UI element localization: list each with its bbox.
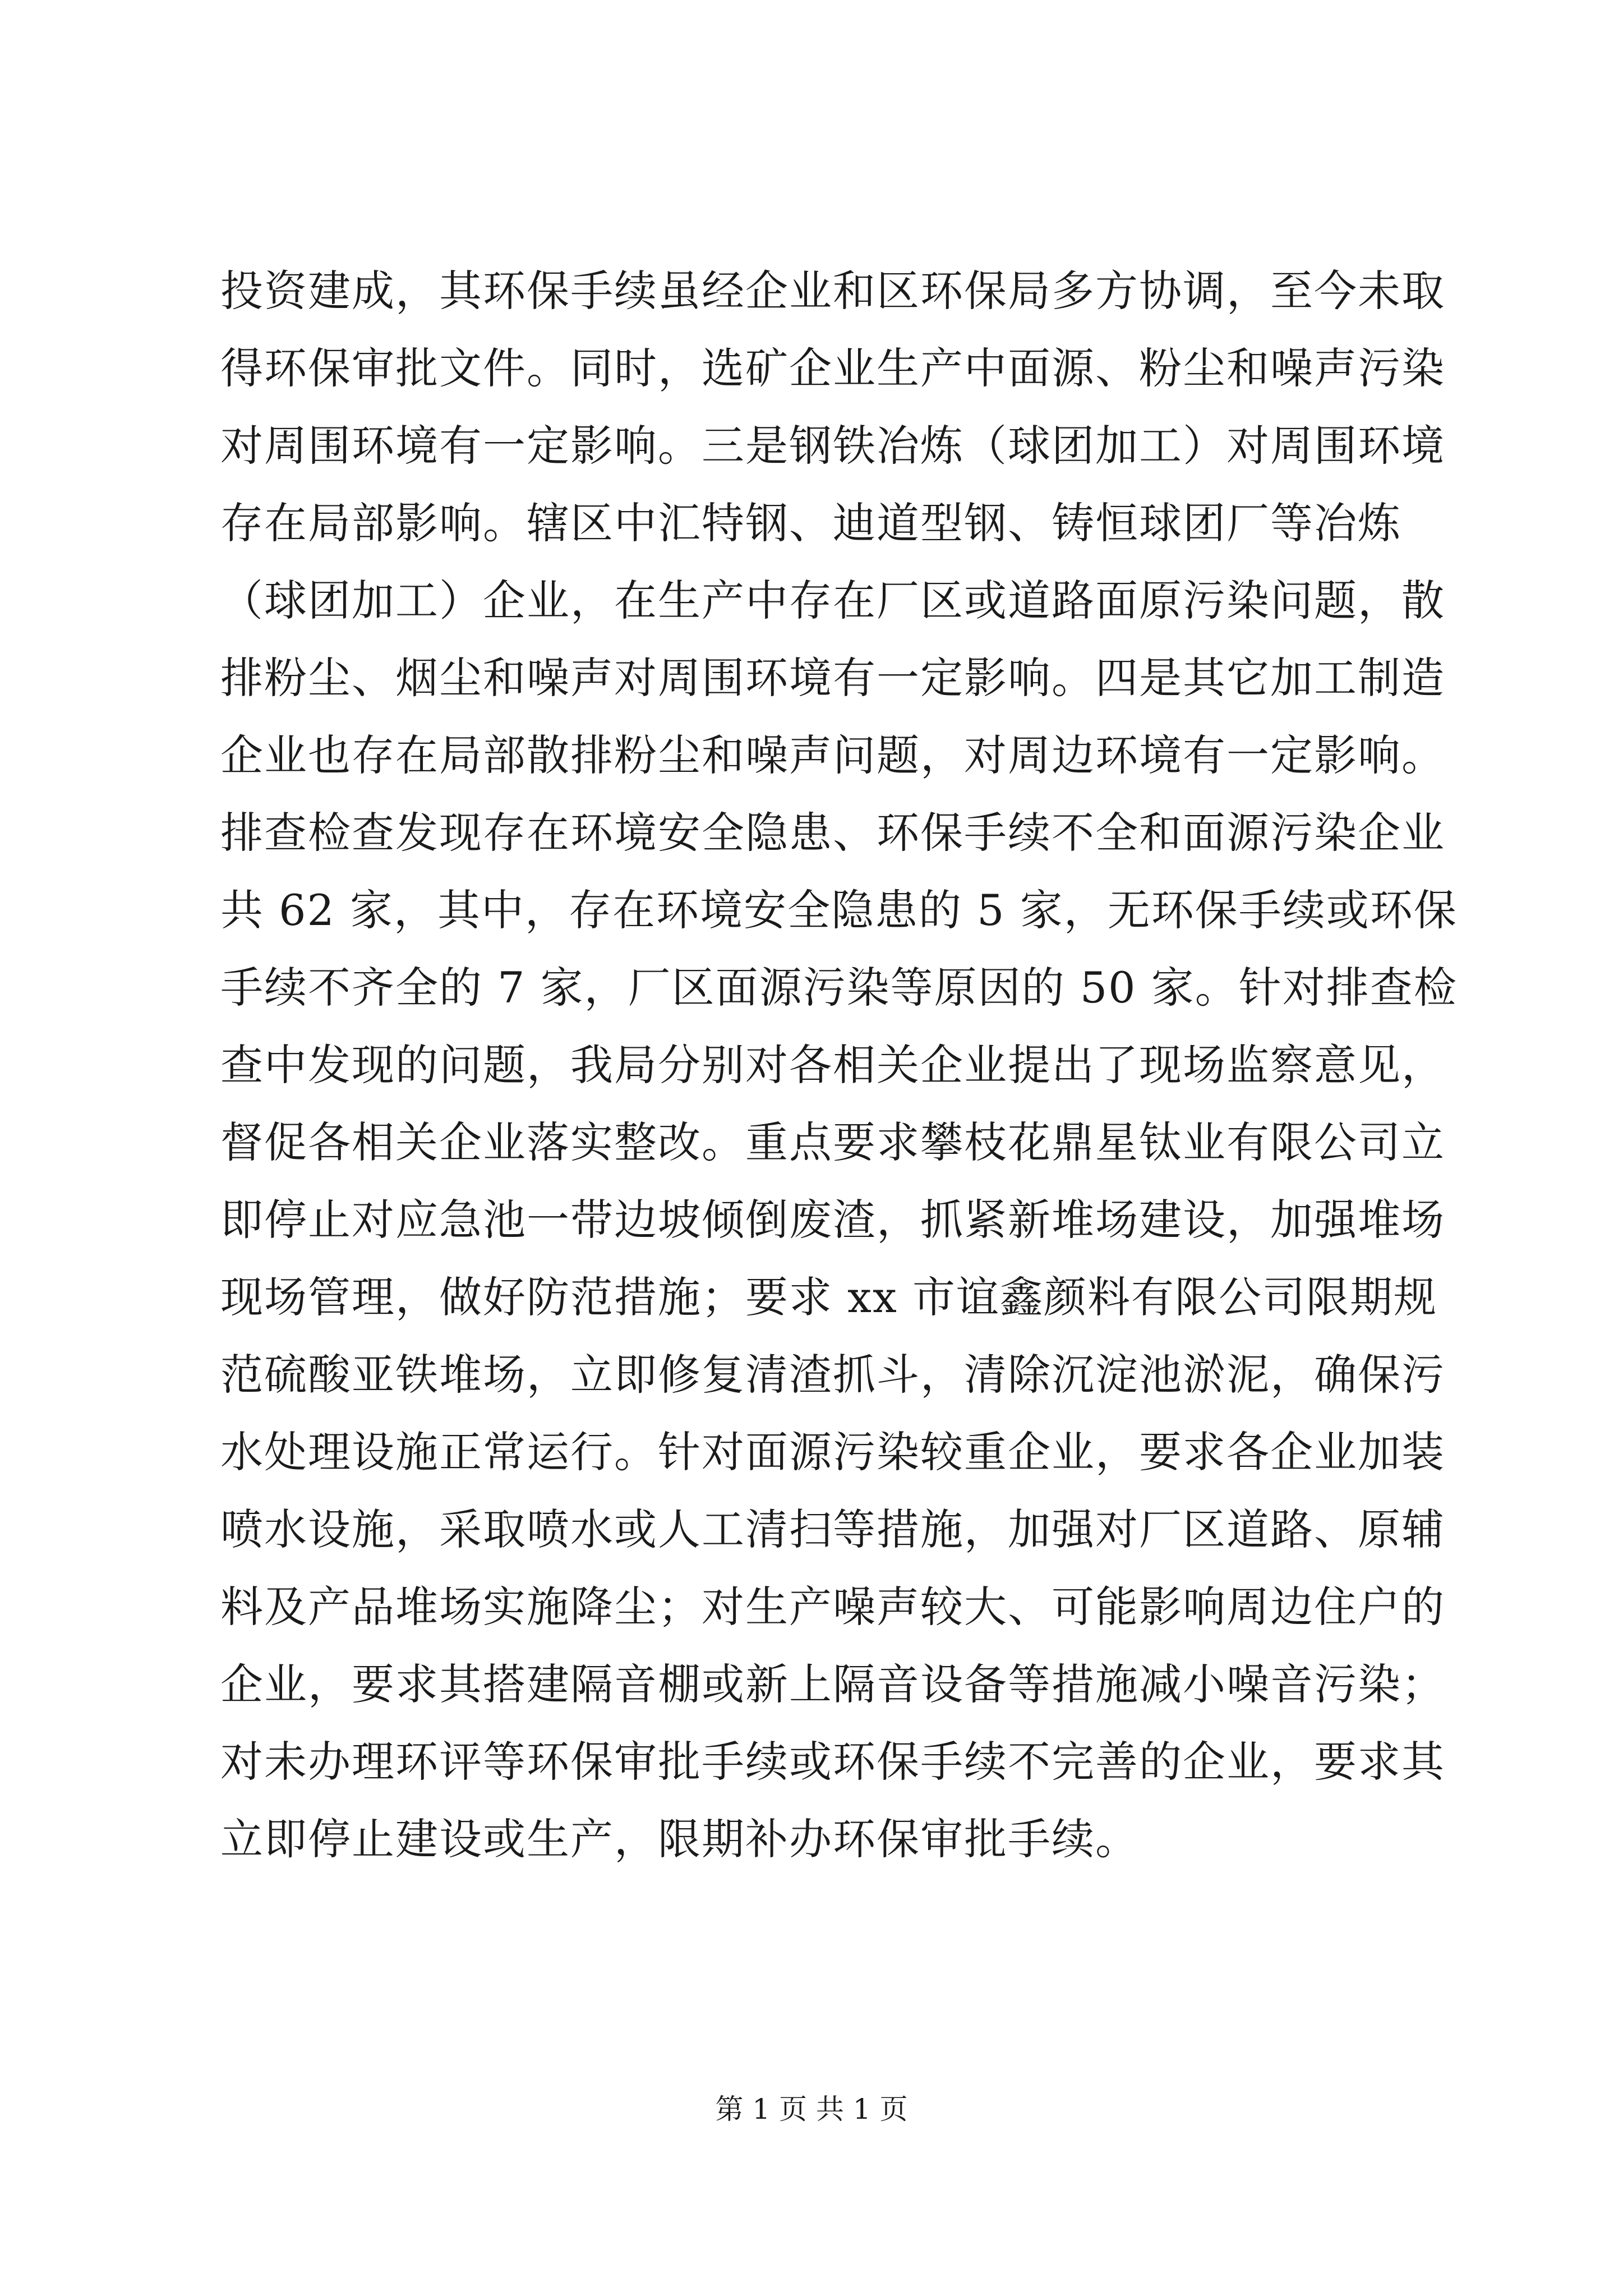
text-line: 投资建成，其环保手续虽经企业和区环保局多方协调，至今未取 <box>220 266 1445 316</box>
text-line: 现场管理，做好防范措施；要求 xx 市谊鑫颜料有限公司限期规 <box>220 1272 1438 1322</box>
text-line: 立即停止建设或生产，限期补办环保审批手续。 <box>220 1814 1139 1864</box>
text-line: 企业，要求其搭建隔音棚或新上隔音设备等措施减小噪音污染； <box>220 1659 1445 1709</box>
text-line: 水处理设施正常运行。针对面源污染较重企业，要求各企业加装 <box>220 1427 1445 1477</box>
text-line: 督促各相关企业落实整改。重点要求攀枝花鼎星钛业有限公司立 <box>220 1117 1445 1167</box>
body-paragraph <box>220 252 1458 1878</box>
text-line: 共 62 家，其中，存在环境安全隐患的 5 家，无环保手续或环保 <box>220 885 1458 935</box>
page-footer: 第 1 页 共 1 页 <box>715 2093 908 2125</box>
text-line: 即停止对应急池一带边坡倾倒废渣，抓紧新堆场建设，加强堆场 <box>220 1195 1445 1245</box>
text-line: 查中发现的问题，我局分别对各相关企业提出了现场监察意见， <box>220 1040 1445 1090</box>
text-line: 企业也存在局部散排粉尘和噪声问题，对周边环境有一定影响。 <box>220 730 1445 780</box>
text-line: 排粉尘、烟尘和噪声对周围环境有一定影响。四是其它加工制造 <box>220 653 1445 703</box>
text-line: 料及产品堆场实施降尘；对生产噪声较大、可能影响周边住户的 <box>220 1582 1445 1632</box>
text-line: 喷水设施，采取喷水或人工清扫等措施，加强对厂区道路、原辅 <box>220 1504 1445 1554</box>
text-line: 对周围环境有一定影响。三是钢铁冶炼（球团加工）对周围环境 <box>220 421 1445 471</box>
text-line: 手续不齐全的 7 家，厂区面源污染等原因的 50 家。针对排查检 <box>220 963 1458 1013</box>
text-line: 范硫酸亚铁堆场，立即修复清渣抓斗，清除沉淀池淤泥，确保污 <box>220 1350 1445 1400</box>
text-line: 存在局部影响。辖区中汇特钢、迪道型钢、铸恒球团厂等冶炼 <box>220 498 1401 548</box>
text-line: 对未办理环评等环保审批手续或环保手续不完善的企业，要求其 <box>220 1737 1445 1787</box>
text-line: 得环保审批文件。同时，选矿企业生产中面源、粉尘和噪声污染 <box>220 343 1445 393</box>
text-line: 排查检查发现存在环境安全隐患、环保手续不全和面源污染企业 <box>220 808 1445 858</box>
text-line: （球团加工）企业，在生产中存在厂区或道路面原污染问题，散 <box>220 576 1445 625</box>
